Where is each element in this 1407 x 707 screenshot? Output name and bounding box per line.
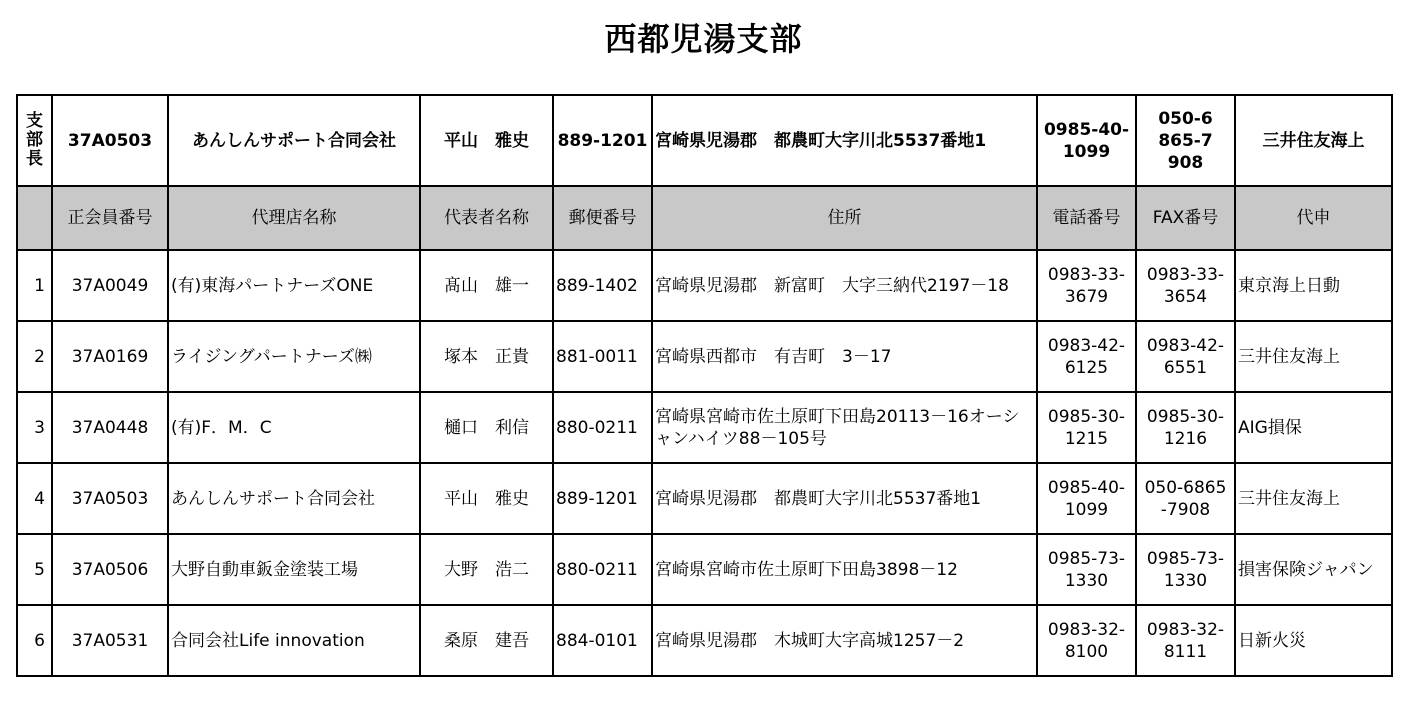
table-row: [17, 392, 1392, 463]
postal-code-cell: 880-0211: [553, 392, 652, 463]
branch-head-label-char: 部: [26, 130, 43, 150]
agency-name-cell: あんしんサポート合同会社: [168, 463, 420, 534]
table-row: [17, 534, 1392, 605]
branch-head-member-no: 37A0503: [52, 95, 168, 186]
branch-head-insurer: 三井住友海上: [1235, 95, 1392, 186]
fax-number-cell: 0983-33-3654: [1136, 250, 1235, 321]
phone-number-cell: 0985-40-1099: [1037, 463, 1136, 534]
representative-name-cell: 桑原 建吾: [420, 605, 553, 676]
header-cell: 電話番号: [1037, 186, 1136, 250]
representative-name-cell: 樋口 利信: [420, 392, 553, 463]
phone-number-cell: 0985-73-1330: [1037, 534, 1136, 605]
header-cell: 住所: [652, 186, 1037, 250]
phone-number-cell: 0985-30-1215: [1037, 392, 1136, 463]
header-cell: FAX番号: [1136, 186, 1235, 250]
branch-head-phone: 0985-40-1099: [1037, 95, 1136, 186]
page-title: 西都児湯支部: [604, 20, 803, 58]
agency-name-cell: (有)東海パートナーズONE: [168, 250, 420, 321]
insurer-cell: AIG損保: [1235, 392, 1392, 463]
member-number-cell: 37A0169: [52, 321, 168, 392]
branch-head-address: 宮崎県児湯郡 都農町大字川北5537番地1: [652, 95, 1037, 186]
agency-name-cell: 合同会社Life innovation: [168, 605, 420, 676]
fax-number-cell: 0985-73-1330: [1136, 534, 1235, 605]
table-body: [17, 95, 1392, 676]
postal-code-cell: 881-0011: [553, 321, 652, 392]
branch-head-postal: 889-1201: [553, 95, 652, 186]
agency-name-cell: 大野自動車鈑金塗装工場: [168, 534, 420, 605]
branch-head-label: [17, 95, 52, 186]
phone-number-cell: 0983-32-8100: [1037, 605, 1136, 676]
row-number-cell: 6: [17, 605, 52, 676]
fax-number-cell: 0983-32-8111: [1136, 605, 1235, 676]
header-cell: 代表者名称: [420, 186, 553, 250]
header-cell: [17, 186, 52, 250]
branch-head-label-char: 長: [26, 149, 43, 169]
address-cell: 宮崎県宮崎市佐土原町下田島20113－16オーシャンハイツ88－105号: [652, 392, 1037, 463]
insurer-cell: 三井住友海上: [1235, 463, 1392, 534]
row-number-cell: 2: [17, 321, 52, 392]
address-cell: 宮崎県宮崎市佐土原町下田島3898－12: [652, 534, 1037, 605]
address-cell: 宮崎県西都市 有吉町 3－17: [652, 321, 1037, 392]
member-number-cell: 37A0049: [52, 250, 168, 321]
table-row: [17, 321, 1392, 392]
representative-name-cell: 大野 浩二: [420, 534, 553, 605]
address-cell: 宮崎県児湯郡 木城町大字高城1257－2: [652, 605, 1037, 676]
phone-number-cell: 0983-42-6125: [1037, 321, 1136, 392]
header-cell: 代理店名称: [168, 186, 420, 250]
agency-name-cell: (有)F．M．C: [168, 392, 420, 463]
member-number-cell: 37A0503: [52, 463, 168, 534]
insurer-cell: 三井住友海上: [1235, 321, 1392, 392]
branch-member-table: [16, 94, 1393, 677]
header-cell: 郵便番号: [553, 186, 652, 250]
branch-head-agency: あんしんサポート合同会社: [168, 95, 420, 186]
fax-number-cell: 0983-42-6551: [1136, 321, 1235, 392]
postal-code-cell: 884-0101: [553, 605, 652, 676]
row-number-cell: 4: [17, 463, 52, 534]
branch-head-fax: 050-6865-7908: [1136, 95, 1235, 186]
representative-name-cell: 平山 雅史: [420, 463, 553, 534]
member-number-cell: 37A0448: [52, 392, 168, 463]
postal-code-cell: 880-0211: [553, 534, 652, 605]
member-number-cell: 37A0531: [52, 605, 168, 676]
address-cell: 宮崎県児湯郡 都農町大字川北5537番地1: [652, 463, 1037, 534]
representative-name-cell: 塚本 正貴: [420, 321, 553, 392]
branch-head-representative: 平山 雅史: [420, 95, 553, 186]
agency-name-cell: ライジングパートナーズ㈱: [168, 321, 420, 392]
phone-number-cell: 0983-33-3679: [1037, 250, 1136, 321]
representative-name-cell: 髙山 雄一: [420, 250, 553, 321]
row-number-cell: 3: [17, 392, 52, 463]
table-row: [17, 463, 1392, 534]
row-number-cell: 5: [17, 534, 52, 605]
member-number-cell: 37A0506: [52, 534, 168, 605]
insurer-cell: 東京海上日動: [1235, 250, 1392, 321]
postal-code-cell: 889-1201: [553, 463, 652, 534]
row-number-cell: 1: [17, 250, 52, 321]
table-row: [17, 250, 1392, 321]
branch-head-row: [17, 95, 1392, 186]
fax-number-cell: 050-6865-7908: [1136, 463, 1235, 534]
header-cell: 代申: [1235, 186, 1392, 250]
fax-number-cell: 0985-30-1216: [1136, 392, 1235, 463]
branch-head-label-char: 支: [26, 111, 43, 131]
header-cell: 正会員番号: [52, 186, 168, 250]
insurer-cell: 日新火災: [1235, 605, 1392, 676]
postal-code-cell: 889-1402: [553, 250, 652, 321]
insurer-cell: 損害保険ジャパン: [1235, 534, 1392, 605]
address-cell: 宮崎県児湯郡 新富町 大字三納代2197－18: [652, 250, 1037, 321]
table-row: [17, 605, 1392, 676]
header-row: [17, 186, 1392, 250]
